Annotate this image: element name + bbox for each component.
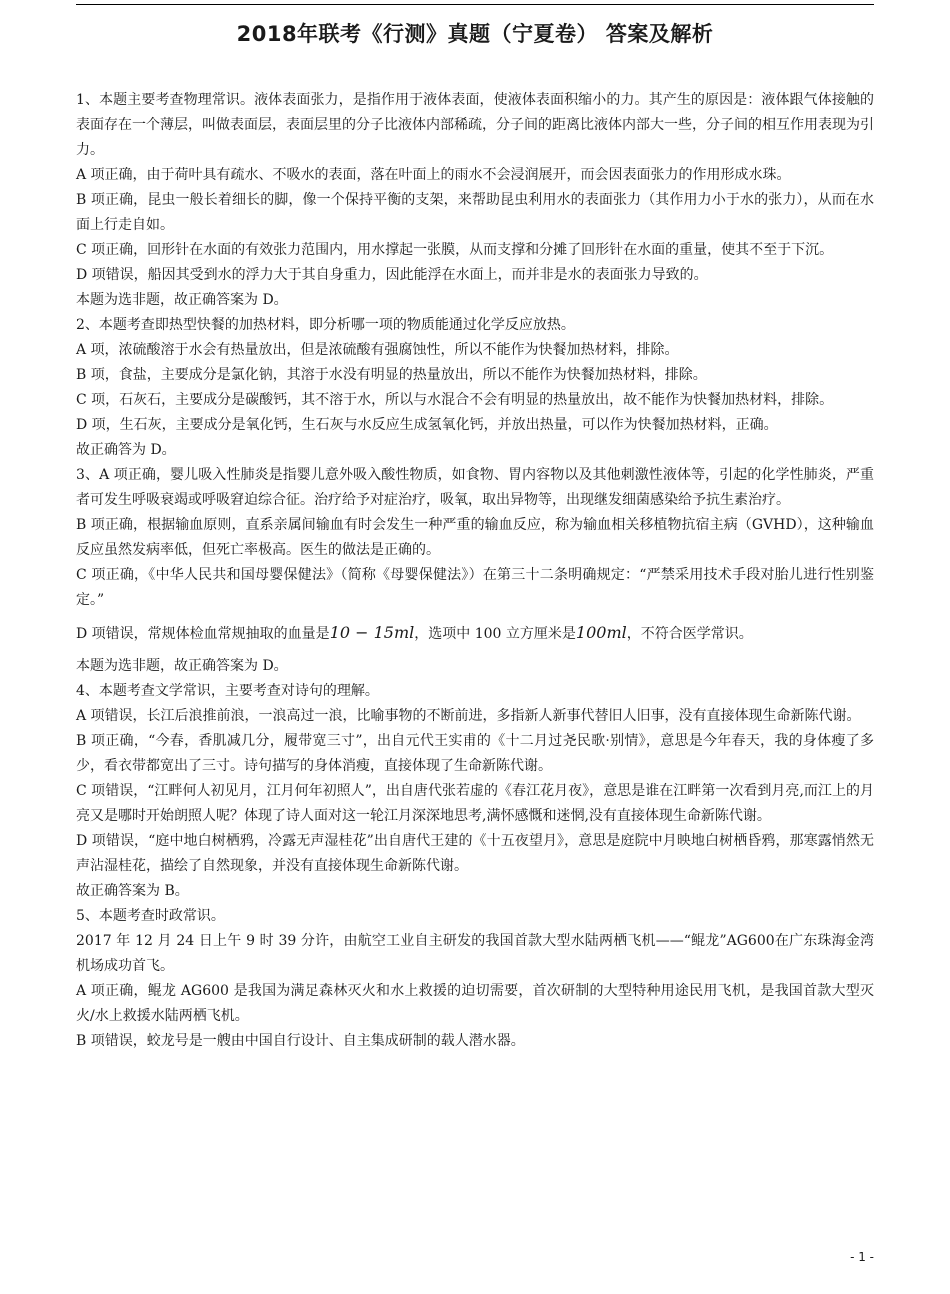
q2-option-b: B 项，食盐，主要成分是氯化钠，其溶于水没有明显的热量放出，所以不能作为快餐加热材料，排除。	[76, 367, 707, 383]
q2-intro: 2、本题考查即热型快餐的加热材料，即分析哪一项的物质能通过化学反应放热。	[76, 317, 575, 333]
q3-option-d-text-2: ，选项中 100 立方厘米是	[414, 626, 576, 642]
q3-option-c: C 项正确，《中华人民共和国母婴保健法》（简称《母婴保健法》）在第三十二条明确规定：“严禁采用技术手段对胎儿进行性别鉴定。”	[76, 567, 874, 608]
q4-option-b: B 项正确，“今春，香肌减几分，履带宽三寸”，出自元代王实甫的《十二月过尧民歌·别情》，意思是今年春天，我的身体瘦了多少，看衣带都宽出了三寸。诗句描写的身体消瘦，直接体现了生命新陈代谢。	[76, 733, 874, 774]
q1-option-c: C 项正确，回形针在水面的有效张力范围内，用水撑起一张膜，从而支撑和分摊了回形针在水面的重量，使其不至于下沉。	[76, 242, 834, 258]
q3-option-d-text-3: ，不符合医学常识。	[626, 626, 753, 642]
blood-volume-formula: 10 − 15ml	[329, 623, 415, 642]
volume-formula: 100ml	[575, 623, 627, 642]
page-title: 2018年联考《行测》真题（宁夏卷） 答案及解析	[236, 22, 714, 46]
header-rule	[76, 4, 874, 5]
q4-answer: 故正确答案为 B。	[76, 883, 189, 899]
q5-context: 2017 年 12 月 24 日上午 9 时 39 分许，由航空工业自主研发的我国首款大型水陆两栖飞机——“鲲龙”AG600在广东珠海金湾机场成功首飞。	[76, 933, 874, 974]
q4-option-a: A 项错误，长江后浪推前浪，一浪高过一浪，比喻事物的不断前进，多指新人新事代替旧人旧事，没有直接体现生命新陈代谢。	[76, 708, 861, 724]
q2-answer: 故正确答为 D。	[76, 442, 176, 458]
q3-option-b: B 项正确，根据输血原则，直系亲属间输血有时会发生一种严重的输血反应，称为输血相关移植物抗宿主病（GVHD），这种输血反应虽然发病率低，但死亡率极高。医生的做法是正确的。	[76, 517, 874, 558]
q1-intro: 1、本题主要考查物理常识。液体表面张力，是指作用于液体表面，使液体表面积缩小的力。其产生的原因是：液体跟气体接触的表面存在一个薄层，叫做表面层，表面层里的分子比液体内部稀疏，分子间的距离比液体内部大一些，分子间的相互作用表现为引力。	[76, 92, 874, 158]
answer-explanations	[76, 88, 874, 1054]
q5-option-b: B 项错误，蛟龙号是一艘由中国自行设计、自主集成研制的载人潜水器。	[76, 1033, 525, 1049]
q3-option-d	[76, 620, 874, 647]
q3-intro: 3、A 项正确，婴儿吸入性肺炎是指婴儿意外吸入酸性物质，如食物、胃内容物以及其他刺激性液体等，引起的化学性肺炎，严重者可发生呼吸衰竭或呼吸窘迫综合征。治疗给予对症治疗，吸氧，取出异物等，出现继发细菌感染给予抗生素治疗。	[76, 467, 874, 508]
q1-option-d: D 项错误，船因其受到水的浮力大于其自身重力，因此能浮在水面上，而并非是水的表面张力导致的。	[76, 267, 708, 283]
q2-option-c: C 项，石灰石，主要成分是碳酸钙，其不溶于水，所以与水混合不会有明显的热量放出，故不能作为快餐加热材料，排除。	[76, 392, 834, 408]
q4-option-c: C 项错误，“江畔何人初见月，江月何年初照人”，出自唐代张若虚的《春江花月夜》，意思是谁在江畔第一次看到月亮,而江上的月亮又是哪时开始朗照人呢？体现了诗人面对这一轮江月深深地思考,满怀感慨和迷惘,没有直接体现生命新陈代谢。	[76, 783, 874, 824]
q1-option-b: B 项正确，昆虫一般长着细长的脚，像一个保持平衡的支架，来帮助昆虫利用水的表面张力（其作用力小于水的张力），从而在水面上行走自如。	[76, 192, 874, 233]
q4-intro: 4、本题考查文学常识，主要考查对诗句的理解。	[76, 683, 379, 699]
q3-option-d-text-1: D 项错误，常规体检血常规抽取的血量是	[76, 626, 330, 642]
q1-answer: 本题为选非题，故正确答案为 D。	[76, 292, 288, 308]
q5-option-a: A 项正确，鲲龙 AG600 是我国为满足森林灭火和水上救援的迫切需要，首次研制的大型特种用途民用飞机，是我国首款大型灭火/水上救援水陆两栖飞机。	[76, 983, 874, 1024]
q5-intro: 5、本题考查时政常识。	[76, 908, 225, 924]
q3-answer: 本题为选非题，故正确答案为 D。	[76, 658, 288, 674]
q2-option-a: A 项，浓硫酸溶于水会有热量放出，但是浓硫酸有强腐蚀性，所以不能作为快餐加热材料，排除。	[76, 342, 679, 358]
q2-option-d: D 项，生石灰，主要成分是氧化钙，生石灰与水反应生成氢氧化钙，并放出热量，可以作为快餐加热材料，正确。	[76, 417, 778, 433]
page-number: - 1 -	[850, 1250, 874, 1264]
q4-option-d: D 项错误，“庭中地白树栖鸦，冷露无声湿桂花”出自唐代王建的《十五夜望月》，意思是庭院中月映地白树栖昏鸦，那寒露悄然无声沾湿桂花，描绘了自然现象，并没有直接体现生命新陈代谢。	[76, 833, 874, 874]
q1-option-a: A 项正确，由于荷叶具有疏水、不吸水的表面，落在叶面上的雨水不会浸润展开，而会因表面张力的作用形成水珠。	[76, 167, 791, 183]
